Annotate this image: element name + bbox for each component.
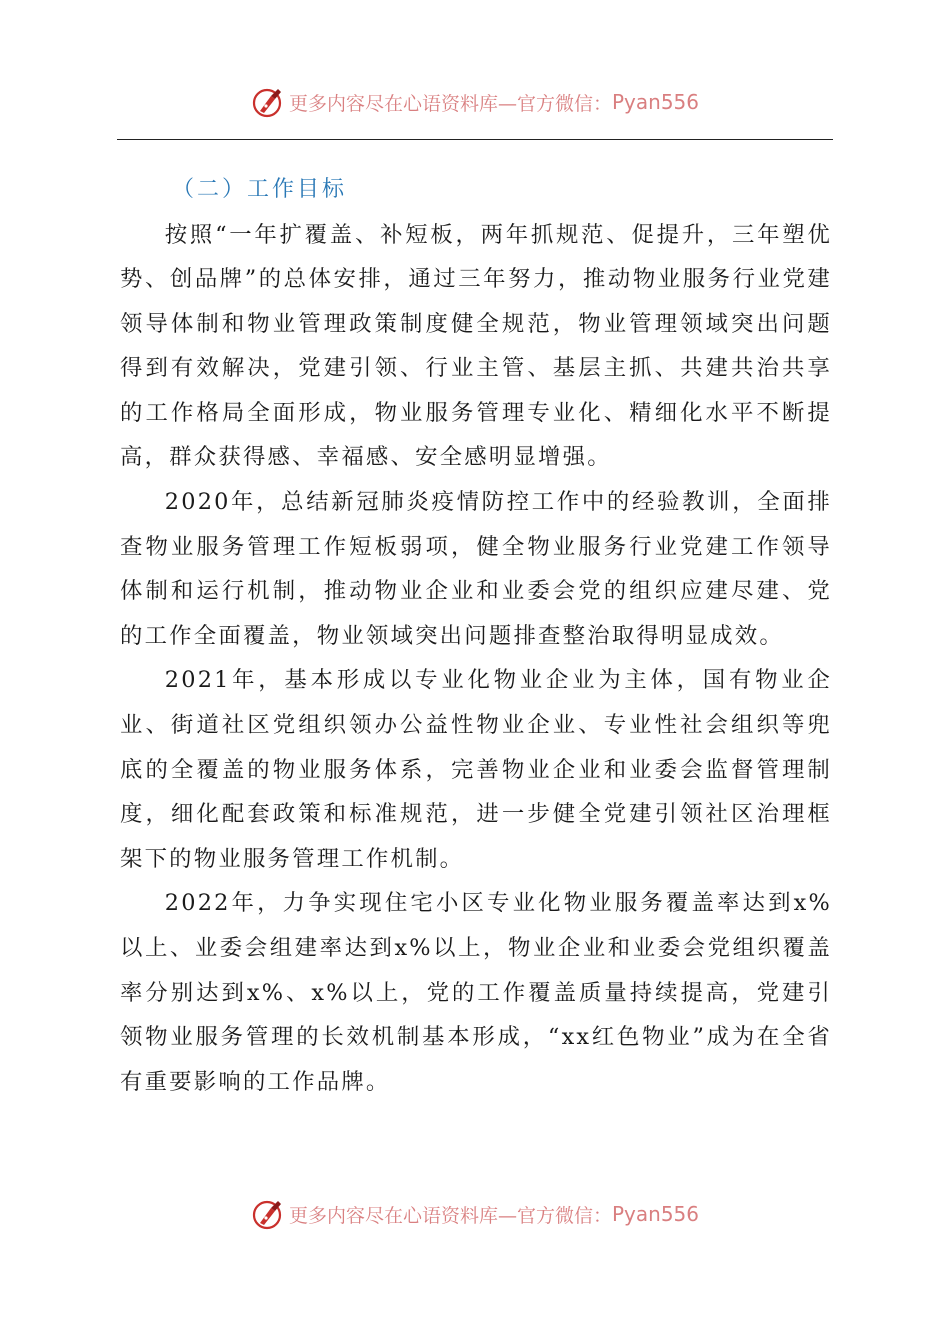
paragraph-overall-goal: 按照“一年扩覆盖、补短板，两年抓规范、促提升，三年塑优势、创品牌”的总体安排，通过三年努力，推动物业服务行业党建领导体制和物业管理政策制度健全规范，物业管理领域突出问题得到有效解决，党建引领、行业主管、基层主抓、共建共治共享的工作格局全面形成，物业服务管理专业化、精细化水平不断提高，群众获得感、幸福感、安全感明显增强。 bbox=[120, 221, 832, 471]
section-title: （二）工作目标 bbox=[172, 177, 348, 202]
document-body bbox=[120, 168, 832, 1104]
paragraph-2021: 2021年，基本形成以专业化物业企业为主体，国有物业企业、街道社区党组织领办公益性物业企业、专业性社会组织等兜底的全覆盖的物业服务体系，完善物业企业和业委会监督管理制度，细化配套政策和标准规范，进一步健全党建引领社区治理框架下的物业服务管理工作机制。 bbox=[120, 667, 832, 872]
paragraph-2020: 2020年，总结新冠肺炎疫情防控工作中的经验教训，全面排查物业服务管理工作短板弱项，健全物业服务行业党建工作领导体制和运行机制，推动物业企业和业委会党的组织应建尽建、党的工作全面覆盖，物业领域突出问题排查整治取得明显成效。 bbox=[120, 489, 832, 649]
watermark-wechat-id: Pyan556 bbox=[612, 1202, 700, 1226]
watermark-text: 更多内容尽在心语资料库—官方微信： bbox=[288, 1204, 612, 1227]
paragraph-2022: 2022年，力争实现住宅小区专业化物业服务覆盖率达到x%以上、业委会组建率达到x%以上，物业企业和业委会党组织覆盖率分别达到x%、x%以上，党的工作覆盖质量持续提高，党建引领物业服务管理的长效机制基本形成，“xx红色物业”成为在全省有重要影响的工作品牌。 bbox=[120, 890, 832, 1095]
watermark-wechat-id: Pyan556 bbox=[612, 90, 700, 114]
pen-nib-logo-icon bbox=[251, 85, 285, 119]
header-divider bbox=[117, 139, 833, 140]
footer-watermark bbox=[0, 1194, 950, 1234]
header-watermark bbox=[0, 82, 950, 122]
watermark-text: 更多内容尽在心语资料库—官方微信： bbox=[288, 92, 612, 115]
pen-nib-logo-icon bbox=[251, 1197, 285, 1231]
